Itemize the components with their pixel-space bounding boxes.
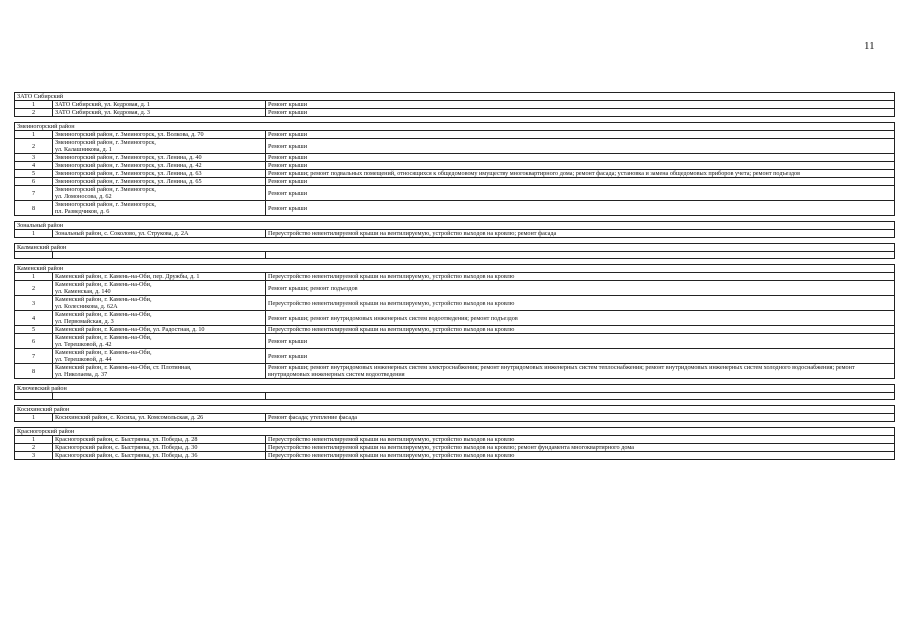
- work-type-cell: Ремонт крыши; ремонт внутридомовых инженерных систем электроснабжения; ремонт внутридомовых инженерных систем теплоснабжения; ремонт внутридомовых инженерных систем холодного водоснабжения; ремонт внутридомовых инженерных систем водоотведения: [266, 364, 895, 379]
- row-number: 1: [15, 273, 53, 281]
- table-row: [15, 139, 895, 154]
- table-row: [15, 101, 895, 109]
- table-row: [15, 201, 895, 216]
- address-cell: Каменский район, г. Камень-на-Оби, ул. Радостная, д. 10: [53, 326, 266, 334]
- row-number: 4: [15, 311, 53, 326]
- page-number: 11: [864, 40, 875, 52]
- section-header-row: [15, 406, 895, 414]
- address-cell: Змеиногорский район, г. Змеиногорск, ул. Ленина, д. 42: [53, 162, 266, 170]
- address-cell: Змеиногорский район, г. Змеиногорск, ул. Волкова, д. 70: [53, 131, 266, 139]
- row-number: 7: [15, 349, 53, 364]
- table-row: [15, 349, 895, 364]
- section-header-row: [15, 385, 895, 393]
- works-table: [14, 92, 895, 460]
- section-header-row: [15, 244, 895, 252]
- address-cell: Каменский район, г. Камень-на-Оби, ул. Терешковой, д. 44: [53, 349, 266, 364]
- row-number: 1: [15, 414, 53, 422]
- work-type-cell: Ремонт фасада; утепление фасада: [266, 414, 895, 422]
- table-row: [15, 296, 895, 311]
- row-number: 3: [15, 296, 53, 311]
- work-type-cell: Переустройство невентилируемой крыши на вентилируемую, устройство выходов на кровлю: [266, 296, 895, 311]
- work-type-cell: [266, 393, 895, 400]
- address-cell: Красногорский район, с. Быстрянка, ул. Победы, д. 30: [53, 444, 266, 452]
- section-header-row: [15, 123, 895, 131]
- row-number: 1: [15, 436, 53, 444]
- address-cell: Каменский район, г. Камень-на-Оби, ул. Терешковой, д. 42: [53, 334, 266, 349]
- table-row: [15, 281, 895, 296]
- section-header-row: [15, 222, 895, 230]
- table-row: [15, 131, 895, 139]
- work-type-cell: Ремонт крыши: [266, 109, 895, 117]
- section-title: Красногорский район: [15, 428, 895, 436]
- work-type-cell: Ремонт крыши: [266, 139, 895, 154]
- table-row: [15, 154, 895, 162]
- section-title: Зональный район: [15, 222, 895, 230]
- work-type-cell: Ремонт крыши; ремонт подвальных помещений, относящихся к общедомовому имуществу многоквартирного дома; ремонт фасада; установка и замена общедомовых приборов учета; ремонт подъездов: [266, 170, 895, 178]
- row-number: 3: [15, 154, 53, 162]
- work-type-cell: Ремонт крыши: [266, 334, 895, 349]
- address-cell: Зональный район, с. Соколово, ул. Струкова, д. 2А: [53, 230, 266, 238]
- table-row: [15, 414, 895, 422]
- work-type-cell: Ремонт крыши: [266, 178, 895, 186]
- row-number: 8: [15, 201, 53, 216]
- table-row: [15, 452, 895, 460]
- row-number: 1: [15, 131, 53, 139]
- table-row: [15, 436, 895, 444]
- address-cell: Змеиногорский район, г. Змеиногорск, ул. Ленина, д. 65: [53, 178, 266, 186]
- address-cell: Каменский район, г. Камень-на-Оби, ул. Колесникова, д. 62А: [53, 296, 266, 311]
- address-cell: Каменский район, г. Камень-на-Оби, ст. Плотинная, ул. Николаева, д. 37: [53, 364, 266, 379]
- row-number: 2: [15, 109, 53, 117]
- table-row: [15, 364, 895, 379]
- section-title: ЗАТО Сибирский: [15, 93, 895, 101]
- work-type-cell: Переустройство невентилируемой крыши на вентилируемую, устройство выходов на кровлю; ремонт фундамента многоквартирного дома: [266, 444, 895, 452]
- address-cell: Красногорский район, с. Быстрянка, ул. Победы, д. 36: [53, 452, 266, 460]
- table-row: [15, 273, 895, 281]
- work-type-cell: Переустройство невентилируемой крыши на вентилируемую, устройство выходов на кровлю: [266, 326, 895, 334]
- table-row: [15, 162, 895, 170]
- work-type-cell: Переустройство невентилируемой крыши на вентилируемую, устройство выходов на кровлю: [266, 436, 895, 444]
- section-title: Калманский район: [15, 244, 895, 252]
- table-row: [15, 334, 895, 349]
- row-number: 3: [15, 452, 53, 460]
- address-cell: Косихинский район, с. Косиха, ул. Комсомольская, д. 26: [53, 414, 266, 422]
- address-cell: Змеиногорский район, г. Змеиногорск, ул. Калашникова, д. 1: [53, 139, 266, 154]
- table-row: [15, 230, 895, 238]
- address-cell: ЗАТО Сибирский, ул. Кедровая, д. 1: [53, 101, 266, 109]
- work-type-cell: Ремонт крыши: [266, 201, 895, 216]
- work-type-cell: Ремонт крыши: [266, 349, 895, 364]
- work-type-cell: Ремонт крыши: [266, 101, 895, 109]
- row-number: 6: [15, 178, 53, 186]
- section-title: Змеиногорский район: [15, 123, 895, 131]
- row-number: 5: [15, 170, 53, 178]
- address-cell: Змеиногорский район, г. Змеиногорск, ул. Ломоносова, д. 62: [53, 186, 266, 201]
- section-header-row: [15, 265, 895, 273]
- table-row: [15, 444, 895, 452]
- work-type-cell: Ремонт крыши: [266, 154, 895, 162]
- work-type-cell: Ремонт крыши; ремонт подъездов: [266, 281, 895, 296]
- address-cell: Красногорский район, с. Быстрянка, ул. Победы, д. 28: [53, 436, 266, 444]
- work-type-cell: Ремонт крыши: [266, 186, 895, 201]
- section-title: Косихинский район: [15, 406, 895, 414]
- row-number: 7: [15, 186, 53, 201]
- table-row: [15, 109, 895, 117]
- address-cell: [53, 252, 266, 259]
- table-row: [15, 252, 895, 259]
- table-row: [15, 311, 895, 326]
- row-number: 5: [15, 326, 53, 334]
- table-row: [15, 186, 895, 201]
- address-cell: Змеиногорский район, г. Змеиногорск, ул. Ленина, д. 63: [53, 170, 266, 178]
- work-type-cell: Ремонт крыши: [266, 162, 895, 170]
- row-number: 2: [15, 444, 53, 452]
- row-number: [15, 393, 53, 400]
- address-cell: [53, 393, 266, 400]
- work-type-cell: Переустройство невентилируемой крыши на вентилируемую, устройство выходов на кровлю; ремонт фасада: [266, 230, 895, 238]
- row-number: 2: [15, 139, 53, 154]
- row-number: [15, 252, 53, 259]
- table-row: [15, 170, 895, 178]
- address-cell: Каменский район, г. Камень-на-Оби, ул. Первомайская, д. 3: [53, 311, 266, 326]
- section-header-row: [15, 428, 895, 436]
- section-title: Каменский район: [15, 265, 895, 273]
- work-type-cell: Переустройство невентилируемой крыши на вентилируемую, устройство выходов на кровлю: [266, 452, 895, 460]
- address-cell: Змеиногорский район, г. Змеиногорск, ул. Ленина, д. 40: [53, 154, 266, 162]
- row-number: 8: [15, 364, 53, 379]
- row-number: 2: [15, 281, 53, 296]
- address-cell: Каменский район, г. Камень-на-Оби, пер. Дружбы, д. 1: [53, 273, 266, 281]
- document-body: [14, 92, 894, 460]
- table-row: [15, 326, 895, 334]
- work-type-cell: [266, 252, 895, 259]
- row-number: 1: [15, 230, 53, 238]
- section-title: Ключевский район: [15, 385, 895, 393]
- row-number: 1: [15, 101, 53, 109]
- table-row: [15, 393, 895, 400]
- work-type-cell: Ремонт крыши; ремонт внутридомовых инженерных систем водоотведения; ремонт подъездов: [266, 311, 895, 326]
- section-header-row: [15, 93, 895, 101]
- work-type-cell: Переустройство невентилируемой крыши на вентилируемую, устройство выходов на кровлю: [266, 273, 895, 281]
- row-number: 4: [15, 162, 53, 170]
- row-number: 6: [15, 334, 53, 349]
- table-row: [15, 178, 895, 186]
- work-type-cell: Ремонт крыши: [266, 131, 895, 139]
- address-cell: Каменский район, г. Камень-на-Оби, ул. Каменская, д. 140: [53, 281, 266, 296]
- address-cell: Змеиногорский район, г. Змеиногорск, пл. Разведчиков, д. 6: [53, 201, 266, 216]
- address-cell: ЗАТО Сибирский, ул. Кедровая, д. 3: [53, 109, 266, 117]
